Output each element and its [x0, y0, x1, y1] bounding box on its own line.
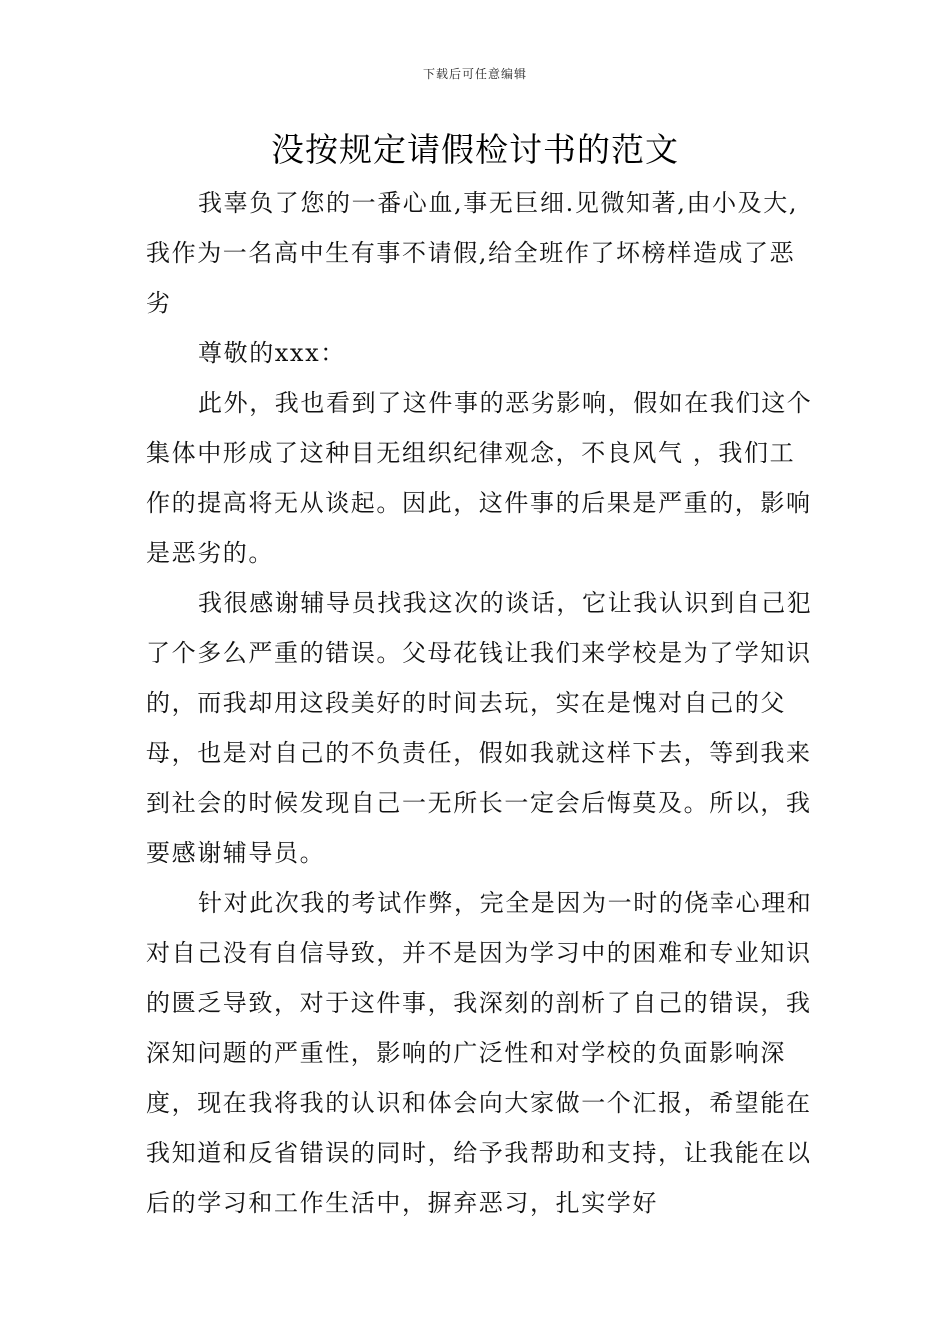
paragraph-impact: 此外，我也看到了这件事的恶劣影响，假如在我们这个集体中形成了这种目无组织纪律观念，不良风气 ，我们工作的提高将无从谈起。因此，这件事的后果是严重的，影响是恶劣的。	[146, 389, 813, 567]
paragraph-gratitude: 我很感谢辅导员找我这次的谈话，它让我认识到自己犯了个多么严重的错误。父母花钱让我们来学校是为了学知识的，而我却用这段美好的时间去玩，实在是愧对自己的父母，也是对自己的不负责任，假如我就这样下去，等到我来到社会的时候发现自己一无所长一定会后悔莫及。所以，我要感谢辅导员。	[146, 589, 813, 867]
document-title: 没按规定请假检讨书的范文	[271, 130, 679, 169]
document-body	[146, 178, 814, 1228]
paragraph-salutation: 尊敬的xxx：	[198, 339, 346, 367]
paragraph-reflection: 针对此次我的考试作弊，完全是因为一时的侥幸心理和对自己没有自信导致，并不是因为学习中的困难和专业知识的匮乏导致，对于这件事，我深刻的剖析了自己的错误，我深知问题的严重性，影响的广泛性和对学校的负面影响深度，现在我将我的认识和体会向大家做一个汇报，希望能在我知道和反省错误的同时，给予我帮助和支持，让我能在以后的学习和工作生活中，摒弃恶习，扎实学好	[146, 889, 813, 1217]
paragraph-intro: 我辜负了您的一番心血,事无巨细.见微知著,由小及大,我作为一名高中生有事不请假,给全班作了坏榜样造成了恶劣	[146, 189, 799, 317]
header-note: 下载后可任意编辑	[422, 67, 527, 81]
